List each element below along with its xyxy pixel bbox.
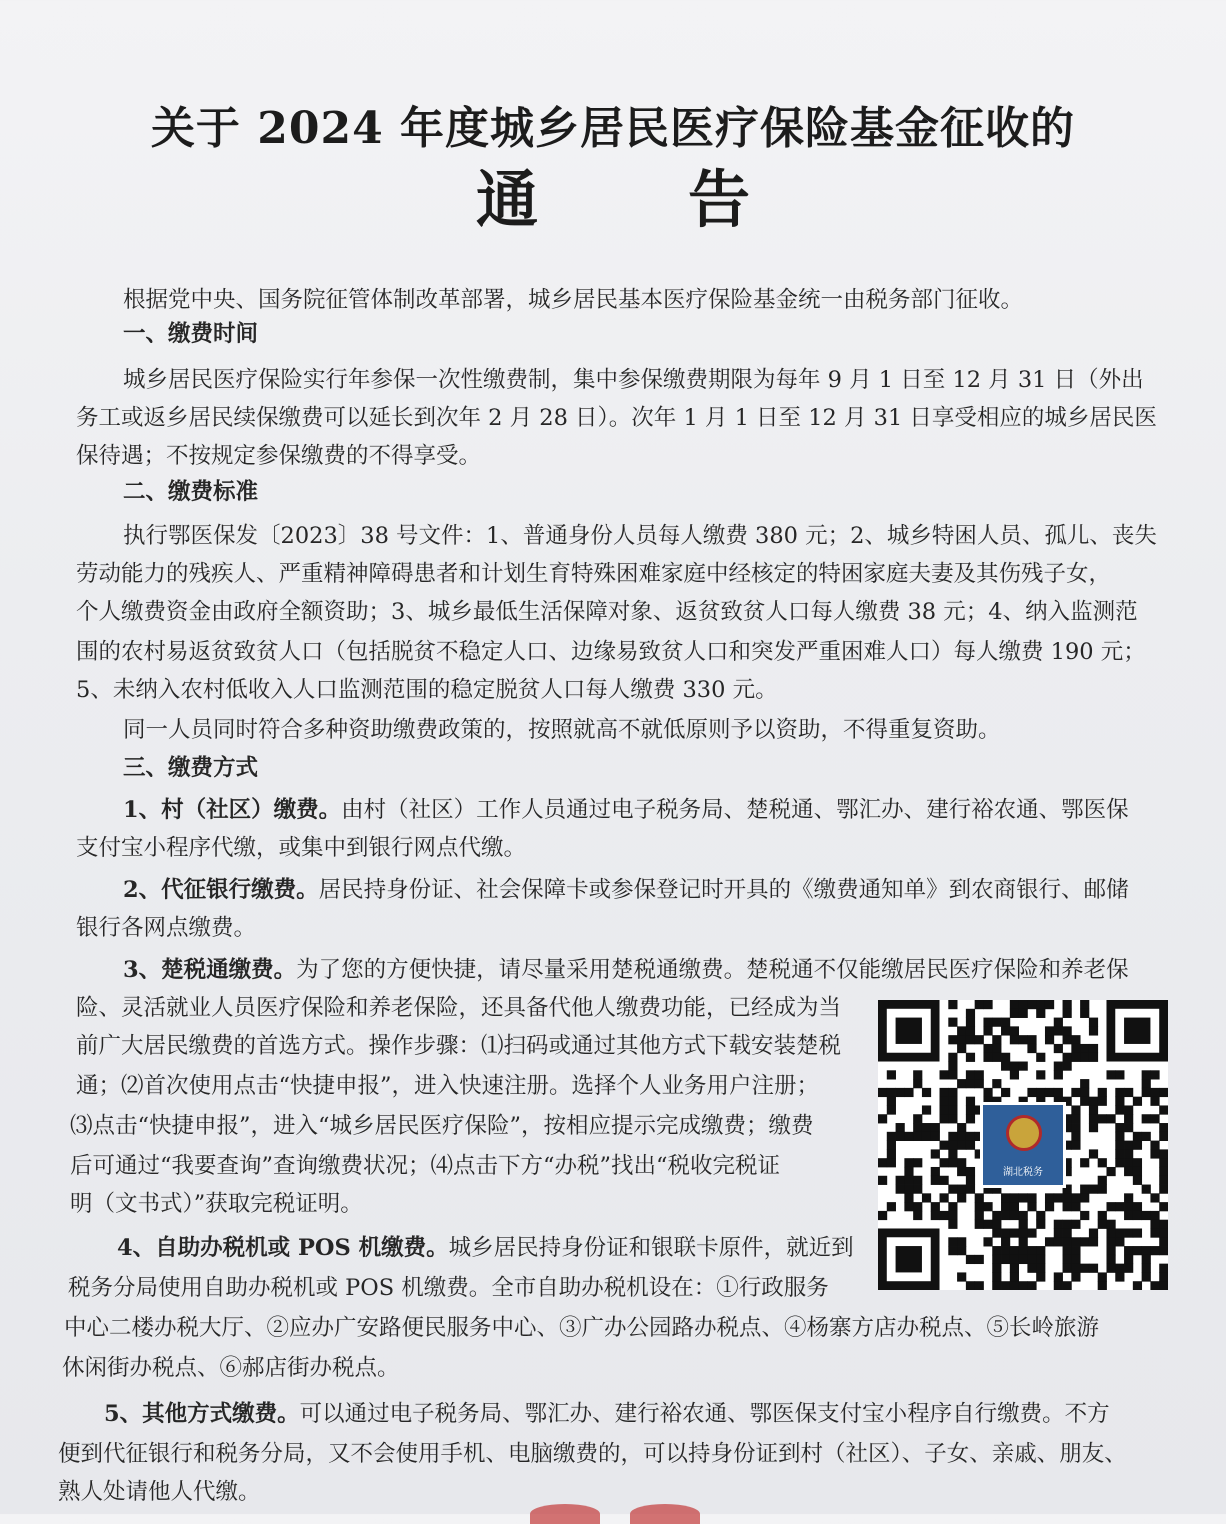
section1-heading: 一、缴费时间 <box>123 321 259 347</box>
method4-label: 4、自助办税机或 POS 机缴费。 <box>117 1235 449 1261</box>
method3-text: 为了您的方便快捷，请尽量采用楚税通缴费。楚税通不仅能缴居民医疗保险和养老保 <box>296 957 1129 983</box>
method3-line <box>123 954 1129 986</box>
method3-label: 3、楚税通缴费。 <box>123 957 297 983</box>
method1-line <box>123 794 1129 826</box>
section2-line: 执行鄂医保发〔2023〕38 号文件：1、普通身份人员每人缴费 380 元；2、城乡特困人员、孤儿、丧失 <box>123 523 1157 549</box>
method2-line <box>123 874 1129 906</box>
method3-line: 明（文书式）”获取完税证明。 <box>70 1191 363 1217</box>
chushuitong-qr-code[interactable] <box>878 1000 1168 1290</box>
notice-subtitle: 通告 <box>475 163 900 236</box>
method1-line: 支付宝小程序代缴，或集中到银行网点代缴。 <box>76 835 527 861</box>
method4-line: 税务分局使用自助办税机或 POS 机缴费。全市自助办税机设在：①行政服务 <box>68 1275 829 1301</box>
section2-line: 个人缴费资金由政府全额资助；3、城乡最低生活保障对象、返贫致贫人口每人缴费 38 元；4、纳入监测范 <box>76 599 1138 625</box>
tax-bureau-logo <box>980 1102 1066 1188</box>
notice-title: 关于 2024 年度城乡居民医疗保险基金征收的 <box>150 103 1076 154</box>
method4-line <box>117 1232 854 1264</box>
method5-line <box>104 1398 1110 1430</box>
method1-label: 1、村（社区）缴费。 <box>123 797 342 823</box>
method2-label: 2、代征银行缴费。 <box>123 877 319 903</box>
method2-text: 居民持身份证、社会保障卡或参保登记时开具的《缴费通知单》到农商银行、邮储 <box>318 877 1129 903</box>
method5-line: 熟人处请他人代缴。 <box>58 1479 261 1505</box>
method3-line: 通；⑵首次使用点击“快捷申报”，进入快速注册。选择个人业务用户注册； <box>76 1073 820 1099</box>
method3-line: 后可通过“我要查询”查询缴费状况；⑷点击下方“办税”找出“税收完税证 <box>70 1153 781 1179</box>
method5-label: 5、其他方式缴费。 <box>104 1401 300 1427</box>
section1-line: 城乡居民医疗保险实行年参保一次性缴费制，集中参保缴费期限为每年 9 月 1 日至 12 月 31 日（外出 <box>123 367 1144 393</box>
method4-line: 休闲街办税点、⑥郝店街办税点。 <box>62 1355 400 1381</box>
section1-line: 务工或返乡居民续保缴费可以延长到次年 2 月 28 日）。次年 1 月 1 日至 12 月 31 日享受相应的城乡居民医 <box>76 405 1157 431</box>
method4-text: 城乡居民持身份证和银联卡原件，就近到 <box>448 1235 854 1261</box>
section3-heading: 三、缴费方式 <box>123 755 259 781</box>
method3-line: 险、灵活就业人员医疗保险和养老保险，还具备代他人缴费功能，已经成为当 <box>76 995 842 1021</box>
section2-heading: 二、缴费标准 <box>123 479 259 505</box>
section2-line: 围的农村易返贫致贫人口（包括脱贫不稳定人口、边缘易致贫人口和突发严重困难人口）每人缴费 190 元； <box>76 639 1146 665</box>
section1-line: 保待遇；不按规定参保缴费的不得享受。 <box>76 443 482 469</box>
method5-text: 可以通过电子税务局、鄂汇办、建行裕农通、鄂医保支付宝小程序自行缴费。不方 <box>299 1401 1110 1427</box>
method5-line: 便到代征银行和税务分局，又不会使用手机、电脑缴费的，可以持身份证到村（社区）、子女、亲戚、朋友、 <box>58 1441 1127 1467</box>
method4-line: 中心二楼办税大厅、②应办广安路便民服务中心、③广办公园路办税点、④杨寨方店办税点、⑤长岭旅游 <box>64 1315 1100 1341</box>
method3-line: 前广大居民缴费的首选方式。操作步骤：⑴扫码或通过其他方式下载安装楚税 <box>76 1033 842 1059</box>
logo-text: 湖北税务 <box>1003 1167 1043 1178</box>
method2-line: 银行各网点缴费。 <box>76 915 257 941</box>
section2-line: 同一人员同时符合多种资助缴费政策的，按照就高不就低原则予以资助，不得重复资助。 <box>123 717 1001 743</box>
section2-line: 5、未纳入农村低收入人口监测范围的稳定脱贫人口每人缴费 330 元。 <box>76 677 778 703</box>
method3-line: ⑶点击“快捷申报”，进入“城乡居民医疗保险”，按相应提示完成缴费；缴费 <box>70 1113 814 1139</box>
red-stamp-edge <box>630 1504 700 1524</box>
section2-line: 劳动能力的残疾人、严重精神障碍患者和计划生育特殊困难家庭中经核定的特困家庭夫妻及其伤残子女， <box>76 561 1112 587</box>
national-emblem-icon <box>1006 1115 1042 1151</box>
method1-text: 由村（社区）工作人员通过电子税务局、楚税通、鄂汇办、建行裕农通、鄂医保 <box>341 797 1129 823</box>
intro-paragraph: 根据党中央、国务院征管体制改革部署，城乡居民基本医疗保险基金统一由税务部门征收。 <box>123 287 1024 313</box>
red-stamp-edge <box>530 1504 600 1524</box>
